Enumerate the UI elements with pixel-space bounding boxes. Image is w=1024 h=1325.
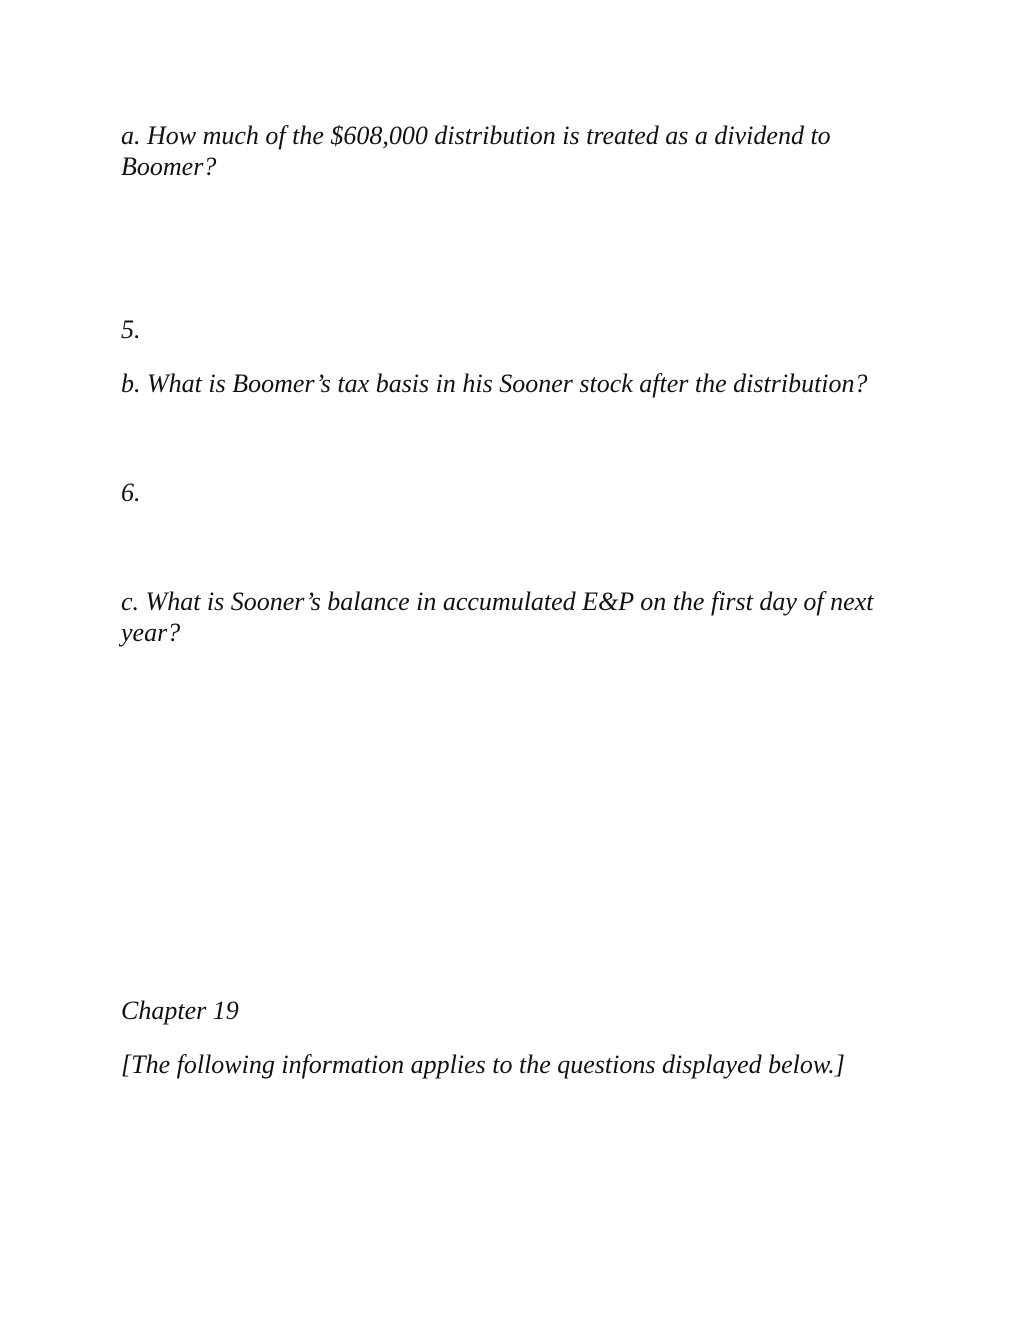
question-b-text: b. What is Boomer’s tax basis in his Sooner stock after the distribution? <box>121 369 868 398</box>
question-c-text: c. What is Sooner’s balance in accumulated E&P on the first day of next year? <box>121 587 874 647</box>
chapter-heading: Chapter 19 <box>121 996 239 1025</box>
item-number-6: 6. <box>121 478 141 507</box>
question-a-text: a. How much of the $608,000 distribution is treated as a dividend to Boomer? <box>121 121 831 181</box>
info-note: [The following information applies to the questions displayed below.] <box>121 1050 845 1079</box>
item-number-5: 5. <box>121 315 141 344</box>
